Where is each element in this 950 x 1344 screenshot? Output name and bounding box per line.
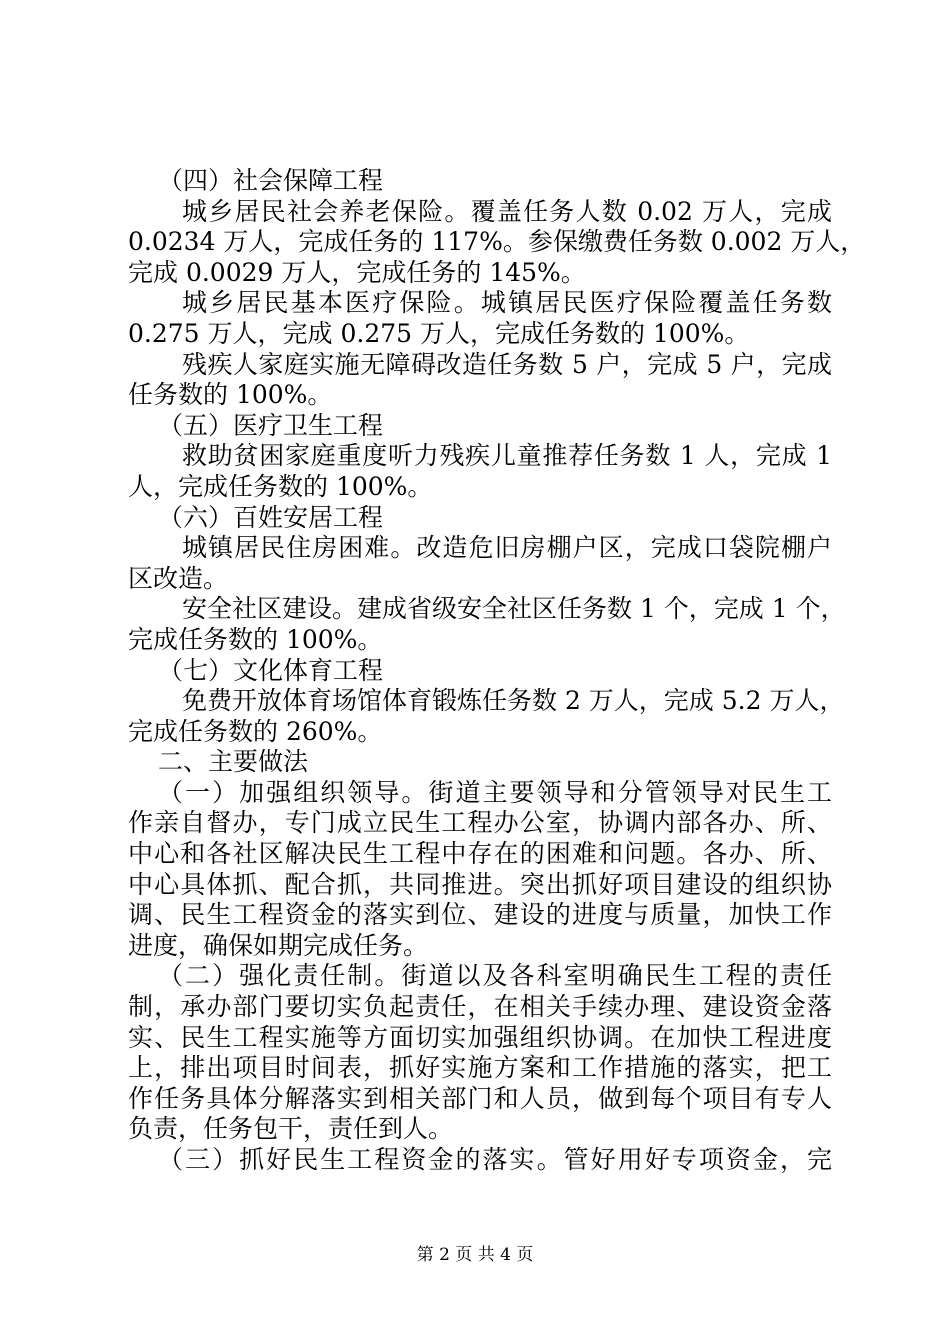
- section-heading: （七）文化体育工程: [158, 655, 384, 685]
- paragraph-line: 作任务具体分解落实到相关部门和人员，做到每个项目有专人: [128, 1083, 832, 1113]
- paragraph-line: 制，承办部门要切实负起责任，在相关手续办理、建设资金落: [128, 992, 832, 1022]
- paragraph-line: 上，排出项目时间表，抓好实施方案和工作措施的落实，把工: [128, 1053, 832, 1083]
- paragraph-line: 城乡居民社会养老保险。覆盖任务人数 0.02 万人，完成: [182, 196, 832, 226]
- paragraph-line: 中心和各社区解决民生工程中存在的困难和问题。各办、所、: [128, 839, 832, 869]
- paragraph-line: 负责，任务包干，责任到人。: [128, 1114, 454, 1144]
- paragraph-line: 实、民生工程实施等方面切实加强组织协调。在加快工程进度: [128, 1022, 832, 1052]
- section-heading: 二、主要做法: [158, 747, 309, 777]
- paragraph-line: 调、民生工程资金的落实到位、建设的进度与质量，加快工作: [128, 900, 832, 930]
- paragraph-line: （三）抓好民生工程资金的落实。管好用好专项资金，完: [158, 1145, 832, 1174]
- paragraph-line: （二）强化责任制。街道以及各科室明确民生工程的责任: [158, 961, 832, 991]
- section-heading: （四）社会保障工程: [158, 166, 384, 195]
- paragraph-line: 作亲自督办，专门成立民生工程办公室，协调内部各办、所、: [128, 808, 832, 838]
- paragraph-line: 免费开放体育场馆体育锻炼任务数 2 万人，完成 5.2 万人，: [182, 686, 845, 716]
- section-heading: （六）百姓安居工程: [158, 502, 384, 532]
- paragraph-line: 进度，确保如期完成任务。: [128, 930, 429, 960]
- section-heading: （五）医疗卫生工程: [158, 410, 384, 440]
- paragraph-line: 0.0234 万人，完成任务的 117%。参保缴费任务数 0.002 万人，: [128, 227, 866, 257]
- paragraph-line: 区改造。: [128, 563, 229, 593]
- paragraph-line: （一）加强组织领导。街道主要领导和分管领导对民生工: [158, 777, 832, 807]
- paragraph-line: 0.275 万人，完成 0.275 万人，完成任务数的 100%。: [128, 318, 750, 348]
- paragraph-line: 安全社区建设。建成省级安全社区任务数 1 个，完成 1 个，: [182, 594, 846, 624]
- paragraph-line: 残疾人家庭实施无障碍改造任务数 5 户，完成 5 户，完成: [182, 349, 832, 379]
- paragraph-line: 人，完成任务数的 100%。: [128, 471, 433, 501]
- document-page: [128, 166, 866, 1176]
- paragraph-line: 任务数的 100%。: [128, 380, 333, 410]
- paragraph-line: 中心具体抓、配合抓，共同推进。突出抓好项目建设的组织协: [128, 869, 832, 899]
- page-footer: 第 2 页 共 4 页: [416, 1245, 534, 1265]
- paragraph-line: 完成任务数的 260%。: [128, 716, 383, 746]
- paragraph-line: 城乡居民基本医疗保险。城镇居民医疗保险覆盖任务数: [182, 288, 832, 318]
- paragraph-line: 完成任务数的 100%。: [128, 624, 383, 654]
- paragraph-line: 城镇居民住房困难。改造危旧房棚户区，完成口袋院棚户: [182, 533, 832, 563]
- paragraph-line: 完成 0.0029 万人，完成任务的 145%。: [128, 257, 586, 287]
- paragraph-line: 救助贫困家庭重度听力残疾儿童推荐任务数 1 人，完成 1: [182, 441, 832, 471]
